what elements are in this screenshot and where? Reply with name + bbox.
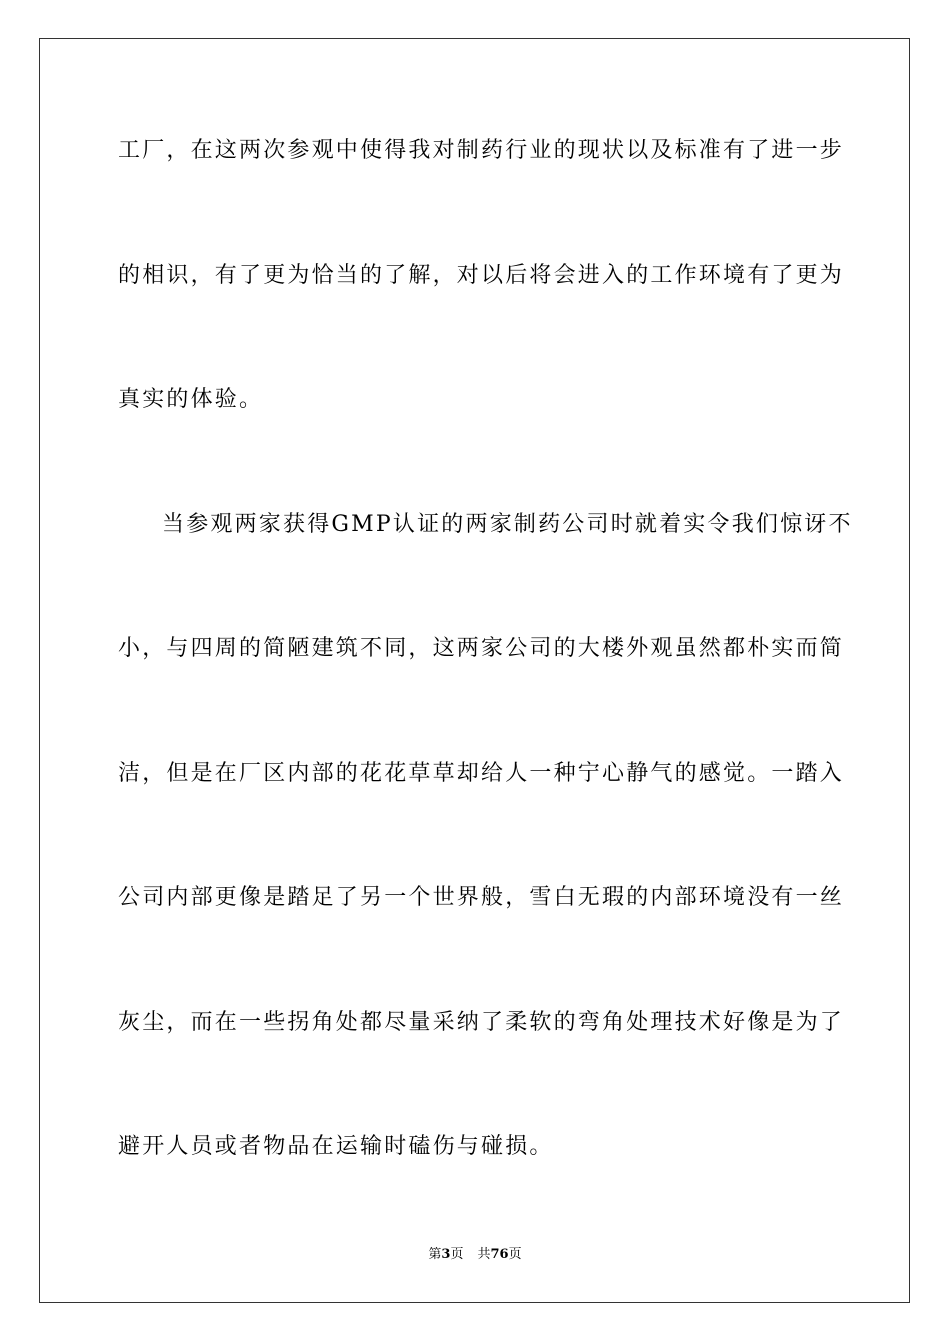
paragraph-line-2: 的相识，有了更为恰当的了解，对以后将会进入的工作环境有了更为 (118, 263, 845, 288)
total-prefix: 共 (477, 1247, 491, 1262)
page-total: 76 (490, 1247, 509, 1262)
page-footer (0, 1246, 950, 1264)
paragraph-line-8: 灰尘，而在一些拐角处都尽量采纳了柔软的弯角处理技术好像是为了 (118, 1010, 845, 1035)
paragraph-line-3: 真实的体验。 (118, 387, 264, 412)
page-suffix: 页 (450, 1247, 464, 1262)
paragraph-line-1: 工厂，在这两次参观中使得我对制药行业的现状以及标准有了进一步 (118, 138, 845, 163)
paragraph-line-5: 小，与四周的简陋建筑不同，这两家公司的大楼外观虽然都朴实而简 (118, 636, 845, 661)
page-border (39, 38, 910, 1303)
paragraph-line-4: 当参观两家获得GMP认证的两家制药公司时就着实令我们惊讶不 (162, 512, 853, 537)
total-suffix: 页 (508, 1247, 522, 1262)
page-current: 3 (441, 1247, 451, 1262)
paragraph-line-6: 洁，但是在厂区内部的花花草草却给人一种宁心静气的感觉。一踏入 (118, 761, 845, 786)
paragraph-line-7: 公司内部更像是踏足了另一个世界般，雪白无瑕的内部环境没有一丝 (118, 885, 845, 910)
paragraph-line-9: 避开人员或者物品在运输时磕伤与碰损。 (118, 1134, 554, 1159)
page-prefix: 第 (428, 1247, 442, 1262)
